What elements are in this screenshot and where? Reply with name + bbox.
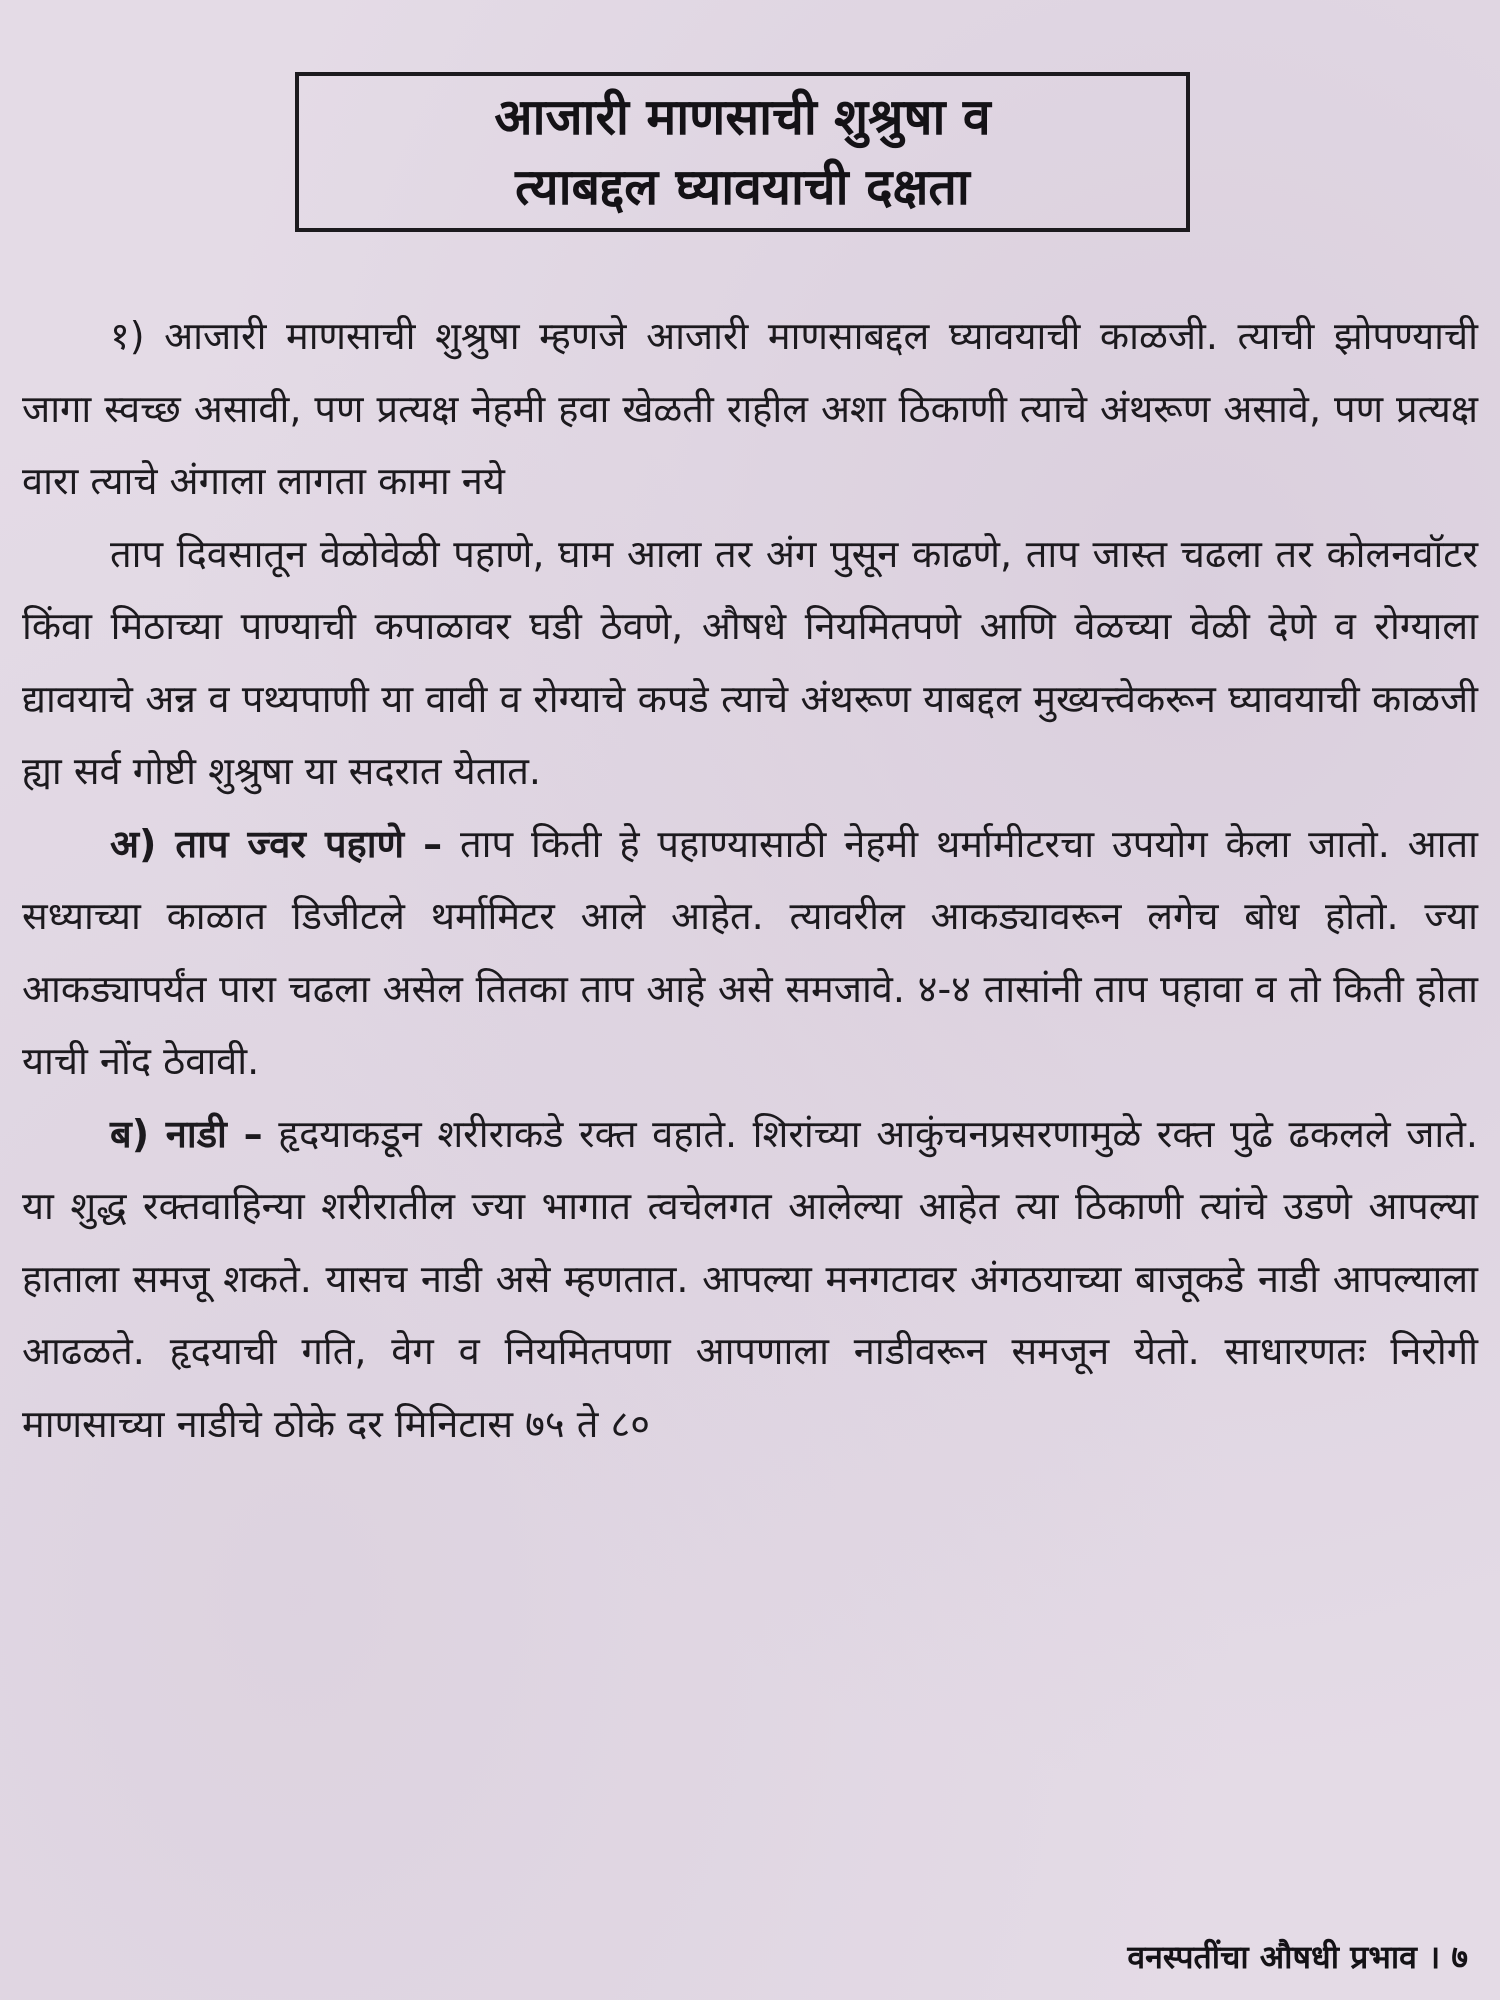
section-body-pulse: हृदयाकडून शरीराकडे रक्त वहाते. शिरांच्या आकुंचनप्रसरणामुळे रक्त पुढे ढकलले जाते. या शुद्ध रक्तवाहिन्या शरीरातील ज्या भागात त्वचेलगत आलेल्या आहेत त्या ठिकाणी त्यांचे उडणे आपल्या हाताला समजू शकते. यासच नाडी असे म्हणतात. आपल्या मनगटावर अंगठयाच्या बाजूकडे नाडी आपल्याला आढळते. हृदयाची गति, वेग व नियमितपणा आपणाला नाडीवरून समजून येतो. साधारणतः निरोगी माणसाच्या नाडीचे ठोके दर मिनिटास ७५ ते ८० [22, 1111, 1478, 1446]
section-body-fever: ताप किती हे पहाण्यासाठी नेहमी थर्मामीटरचा उपयोग केला जातो. आता सध्याच्या काळात डिजीटले थर्मामिटर आले आहेत. त्यावरील आकड्यावरून लगेच बोध होतो. ज्या आकड्यापर्यंत पारा चढला असेल तितका ताप आहे असे समजावे. ४-४ तासांनी ताप पहावा व तो किती होता याची नोंद ठेवावी. [22, 821, 1479, 1083]
page-footer [1127, 1935, 1468, 1978]
body-text [22, 300, 1478, 1460]
section-heading-pulse: ब) नाडी – [110, 1111, 263, 1156]
footer-book-title: वनस्पतींचा औषधी प्रभाव [1127, 1938, 1417, 1976]
section-heading-fever: अ) ताप ज्वर पहाणे – [110, 821, 443, 866]
chapter-title-line-2: त्याबद्दल घ्यावयाची दक्षता [515, 158, 970, 216]
paragraph-fever [22, 808, 1478, 1098]
footer-separator: । [1428, 1938, 1441, 1976]
page-number: ७ [1451, 1938, 1468, 1976]
paragraph-nursing-intro: १) आजारी माणसाची शुश्रुषा म्हणजे आजारी माणसाबद्दल घ्यावयाची काळजी. त्याची झोपण्याची जागा स्वच्छ असावी, पण प्रत्यक्ष नेहमी हवा खेळती राहील अशा ठिकाणी त्याचे अंथरूण असावे, पण प्रत्यक्ष वारा त्याचे अंगाला लागता कामा नये [22, 314, 1478, 503]
paragraph-nursing-duties: ताप दिवसातून वेळोवेळी पहाणे, घाम आला तर अंग पुसून काढणे, ताप जास्त चढला तर कोलनवॉटर किंवा मिठाच्या पाण्याची कपाळावर घडी ठेवणे, औषधे नियमितपणे आणि वेळच्या वेळी देणे व रोग्याला द्यावयाचे अन्न व पथ्यपाणी या वावी व रोग्याचे कपडे त्याचे अंथरूण याबद्दल मुख्यत्त्वेकरून घ्यावयाची काळजी ह्या सर्व गोष्टी शुश्रुषा या सदरात येतात. [22, 531, 1478, 793]
chapter-title-line-1: आजारी माणसाची शुश्रुषा व [494, 88, 991, 146]
chapter-title-box [295, 72, 1190, 232]
paragraph-pulse [22, 1098, 1478, 1461]
